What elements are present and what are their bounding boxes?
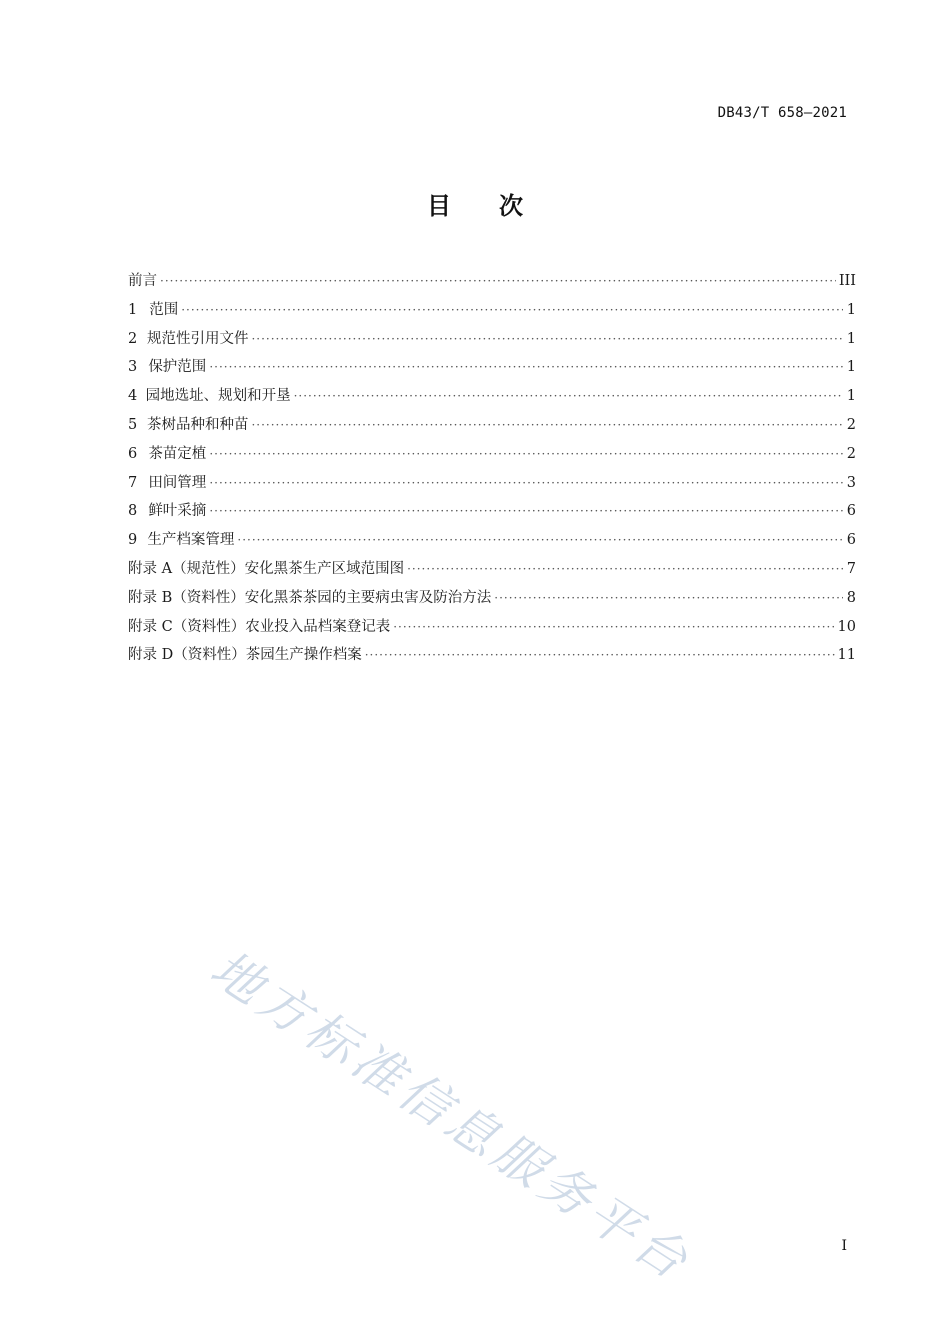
toc-entry-page: 11 [837,647,856,664]
toc-entry-number: 4 [128,388,138,405]
toc-entry-label: 范围 [149,301,179,318]
toc-entry-page: 7 [846,560,856,577]
toc-entry-clause-3[interactable] [128,353,856,382]
dot-leader [365,641,835,670]
dot-leader [494,584,843,613]
toc-entry-page: 1 [846,301,856,318]
toc-entry-clause-5[interactable] [128,411,856,440]
toc-annex-prefix: 附录 C（资料性） [128,618,246,635]
page-title: 目次 [427,192,571,220]
toc-entry-number: 3 [128,359,138,376]
toc-entry-number: 6 [128,445,138,462]
toc-entry-page: 3 [846,474,856,491]
toc-entry-label: 农业投入品档案登记表 [245,618,391,635]
dot-leader [237,526,843,555]
toc-entry-page: 8 [846,589,856,606]
dot-leader [181,296,843,325]
toc-entry-label: 安化黑茶生产区域范围图 [244,560,405,577]
dot-leader [251,325,843,354]
toc-entry-label: 安化黑茶茶园的主要病虫害及防治方法 [244,589,492,606]
toc-entry-label: 规范性引用文件 [146,330,249,347]
toc-entry-page: 6 [846,503,856,520]
toc-entry-clause-2[interactable] [128,325,856,354]
toc-entry-page: 1 [846,330,856,347]
dot-leader [393,613,834,642]
toc-entry-number: 1 [128,301,138,318]
dot-leader [209,353,843,382]
toc-entry-label: 生产档案管理 [147,532,235,549]
toc-entry-preface[interactable] [128,267,856,296]
dot-leader [407,555,843,584]
toc-entry-label: 茶园生产操作档案 [245,647,362,664]
toc-entry-annex-b[interactable] [128,584,856,613]
toc-entry-page: 10 [837,618,856,635]
toc-entry-number: 8 [128,503,138,520]
dot-leader [251,411,843,440]
dot-leader [209,469,843,498]
toc-entry-page: 2 [846,445,856,462]
toc-entry-label: 田间管理 [148,474,207,491]
toc-entry-label: 茶苗定植 [148,445,207,462]
toc-entry-clause-1[interactable] [128,296,856,325]
toc-annex-prefix: 附录 A（规范性） [128,560,245,577]
dot-leader [160,267,836,296]
toc-entry-page: 1 [846,359,856,376]
dot-leader [209,440,843,469]
page-number: I [841,1238,847,1254]
toc-entry-page: 6 [846,532,856,549]
toc-annex-prefix: 附录 D（资料性） [128,647,246,664]
toc-entry-page: 1 [846,388,856,405]
toc-entry-label: 鲜叶采摘 [148,503,207,520]
toc-entry-number: 5 [128,416,138,433]
toc-entry-clause-9[interactable] [128,526,856,555]
toc-entry-label: 茶树品种和种苗 [146,416,249,433]
toc-annex-prefix: 附录 B（资料性） [128,589,245,606]
toc-entry-label: 园地选址、规划和开垦 [145,388,291,405]
toc-entry-clause-8[interactable] [128,497,856,526]
toc-entry-annex-a[interactable] [128,555,856,584]
toc-entry-number: 2 [128,330,138,347]
toc-entry-number: 9 [128,532,138,549]
toc-entry-annex-c[interactable] [128,613,856,642]
toc-entry-page: 2 [846,416,856,433]
document-code: DB43/T 658—2021 [717,105,847,121]
table-of-contents [128,267,856,670]
toc-entry-page: III [838,273,856,289]
dot-leader [294,382,843,411]
watermark: 地方标准信息服务平台 [200,939,702,1293]
toc-entry-label: 保护范围 [148,359,207,376]
toc-entry-clause-4[interactable] [128,382,856,411]
toc-entry-clause-7[interactable] [128,469,856,498]
dot-leader [209,497,843,526]
toc-entry-label: 前言 [128,273,157,289]
toc-entry-number: 7 [128,474,138,491]
toc-entry-annex-d[interactable] [128,641,856,670]
toc-entry-clause-6[interactable] [128,440,856,469]
